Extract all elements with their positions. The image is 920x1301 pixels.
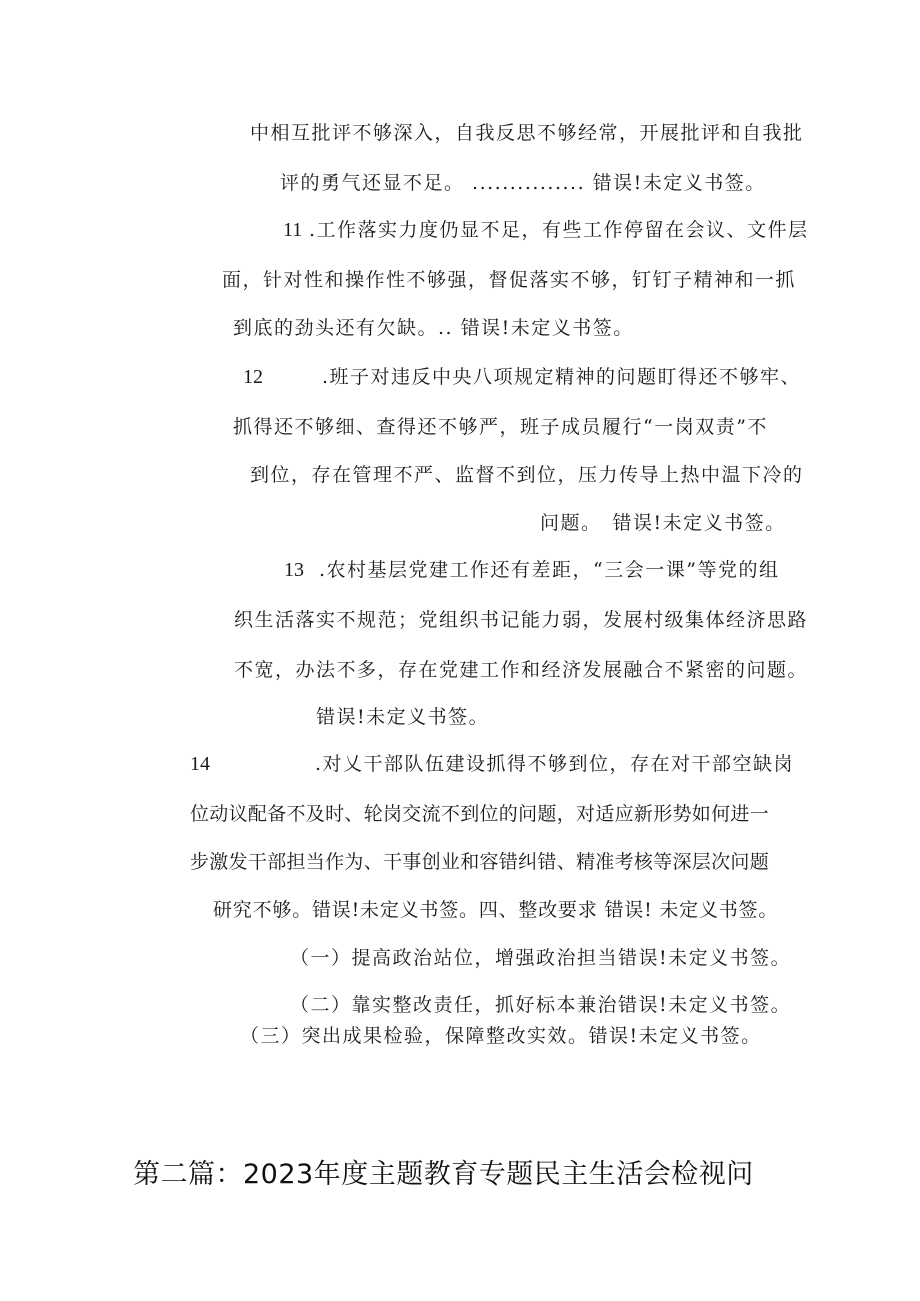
text-line: .工作落实力度仍显不足，有些工作停留在会议、文件层 — [309, 219, 809, 241]
text-line: 抓得还不够细、查得还不够严，班子成员履行“一岗双责”不 — [233, 416, 768, 438]
item-number: 11 — [283, 219, 303, 241]
text-line: （三）突出成果检验，保障整改实效。错误!未定义书签。 — [240, 1025, 762, 1047]
text-line: 位动议配备不及时、轮岗交流不到位的问题，对适应新形势如何进一 — [190, 803, 770, 825]
text-line: 研究不够。错误!未定义书签。四、整改要求 错误! 未定义书签。 — [213, 899, 779, 921]
text-line: 到位，存在管理不严、监督不到位，压力传导上热中温下冷的 — [250, 464, 804, 486]
section-heading: 第二篇：2023年度主题教育专题民主生活会检视问 — [133, 1159, 754, 1190]
item-number: 12 — [243, 366, 263, 388]
item-number: 14 — [190, 753, 210, 775]
text-line: 面，针对性和操作性不够强，督促落实不够，钉钉子精神和一抓 — [222, 269, 797, 291]
text-line: （二）靠实整改责任，抓好标本兼治错误!未定义书签。 — [290, 994, 792, 1016]
text-line: 评的勇气还显不足。 ............... 错误!未定义书签。 — [280, 172, 766, 194]
text-line: 织生活落实不规范；党组织书记能力弱，发展村级集体经济思路 — [234, 609, 809, 631]
item-number: 13 — [284, 559, 304, 581]
text-line: 错误!未定义书签。 — [316, 706, 490, 728]
text-line: 中相互批评不够深入，自我反思不够经常，开展批评和自我批 — [250, 122, 804, 144]
text-line: 到底的劲头还有欠缺。.. 错误!未定义书签。 — [233, 317, 634, 339]
text-line: 问题。 错误!未定义书签。 — [540, 512, 786, 534]
text-line: （一）提高政治站位，增强政治担当错误!未定义书签。 — [290, 947, 792, 969]
text-line: .农村基层党建工作还有差距，“三会一课”等党的组 — [319, 559, 780, 581]
text-line: 步激发干部担当作为、干事创业和容错纠错、精准考核等深层次问题 — [190, 851, 770, 873]
text-line: 不宽，办法不多，存在党建工作和经济发展融合不紧密的问题。 — [234, 659, 809, 681]
text-line: .对乂干部队伍建设抓得不够到位，存在对干部空缺岗 — [315, 753, 795, 775]
text-line: .班子对违反中央八项规定精神的问题盯得还不够牢、 — [322, 366, 802, 388]
